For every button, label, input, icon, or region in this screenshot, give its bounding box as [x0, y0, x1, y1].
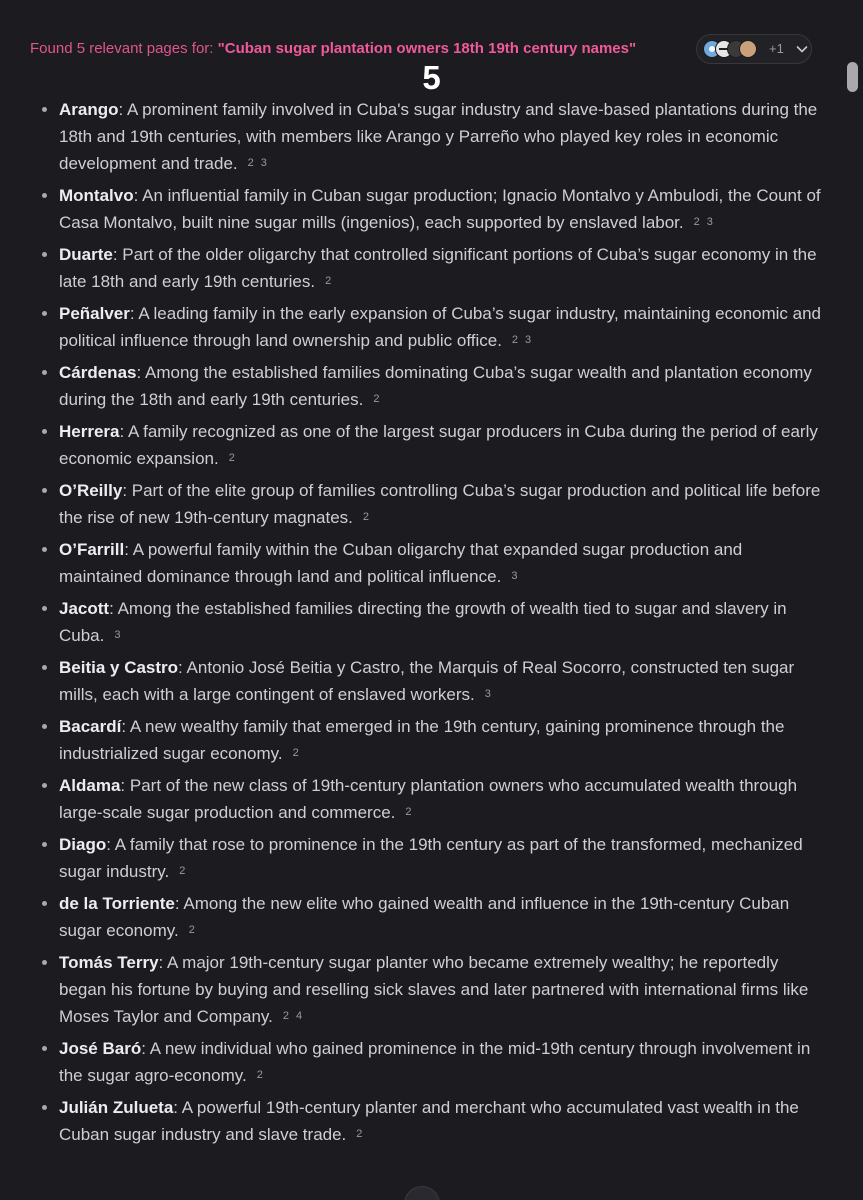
family-description: : Among the established families directing the growth of wealth tied to sugar and slavery in Cuba. — [59, 599, 787, 645]
bullet-icon — [42, 547, 47, 552]
list-item — [34, 359, 824, 413]
search-query: "Cuban sugar plantation owners 18th 19th century names" — [217, 40, 637, 57]
citation-link[interactable]: 2 — [325, 275, 332, 287]
family-name: Arango — [59, 100, 119, 119]
citation-link[interactable]: 2 — [373, 393, 380, 405]
citation-group — [283, 744, 299, 763]
list-item — [34, 713, 824, 767]
family-name: Cárdenas — [59, 363, 137, 382]
citation-group — [219, 449, 235, 468]
citation-link[interactable]: 4 — [296, 1010, 303, 1022]
citation-link[interactable]: 3 — [525, 334, 532, 346]
bullet-icon — [42, 1046, 47, 1051]
citation-link[interactable]: 2 — [356, 1128, 363, 1140]
citation-link[interactable]: 2 — [179, 865, 186, 877]
list-item — [34, 300, 824, 354]
family-list — [34, 96, 824, 1153]
citation-group — [346, 1125, 362, 1144]
list-item — [34, 654, 824, 708]
family-description: : Part of the older oligarchy that controlled significant portions of Cuba’s sugar economy in the late 18th and early 19th centuries. — [59, 245, 817, 291]
search-status — [30, 38, 636, 60]
family-description: : An influential family in Cuban sugar production; Ignacio Montalvo y Ambulodi, the Count of Casa Montalvo, built nine sugar mills (ingenios), each supported by enslaved labor. — [59, 186, 821, 232]
family-description: : Part of the elite group of families controlling Cuba’s sugar production and political life before the rise of new 19th-century magnates. — [59, 481, 821, 527]
list-item — [34, 1094, 824, 1148]
citation-link[interactable]: 2 — [247, 157, 254, 169]
found-label: Found 5 relevant pages for: — [30, 40, 214, 57]
list-item — [34, 772, 824, 826]
bullet-icon — [42, 724, 47, 729]
citation-link[interactable]: 2 — [693, 216, 700, 228]
family-description: : A powerful 19th-century planter and merchant who accumulated vast wealth in the Cuban sugar industry and slave trade. — [59, 1098, 799, 1144]
list-item — [34, 418, 824, 472]
bullet-icon — [42, 193, 47, 198]
citation-link[interactable]: 2 — [362, 511, 370, 523]
extra-sources-count: +1 — [769, 41, 784, 56]
citation-group — [475, 685, 491, 704]
family-description: : A family recognized as one of the largest sugar producers in Cuba during the period of early economic expansion. — [59, 422, 818, 468]
citation-link[interactable]: 3 — [260, 157, 267, 169]
bullet-icon — [42, 842, 47, 847]
bullet-icon — [42, 783, 47, 788]
citation-link[interactable]: 2 — [292, 747, 299, 759]
result-counter: 5 — [422, 59, 441, 96]
citation-link[interactable]: 2 — [228, 452, 235, 464]
family-description: : A new individual who gained prominence in the mid-19th century through involvement in the sugar agro-economy. — [59, 1039, 811, 1085]
citation-group — [169, 862, 185, 881]
citation-link[interactable]: 2 — [511, 334, 519, 346]
citation-group — [684, 213, 713, 232]
family-name: de la Torriente — [59, 894, 175, 913]
bullet-icon — [42, 370, 47, 375]
family-name: Peñalver — [59, 304, 130, 323]
family-description: : Among the new elite who gained wealth and influence in the 19th-century Cuban sugar economy. — [59, 894, 790, 940]
family-description: : Part of the new class of 19th-century plantation owners who accumulated wealth through large-scale sugar production and commerce. — [59, 776, 798, 822]
list-item — [34, 595, 824, 649]
portrait-favicon-icon — [739, 40, 757, 58]
citation-group — [247, 1066, 263, 1085]
citation-group — [238, 154, 267, 173]
family-name: Duarte — [59, 245, 113, 264]
citation-group — [315, 272, 331, 291]
list-item — [34, 1035, 824, 1089]
family-description: : A leading family in the early expansion of Cuba’s sugar industry, maintaining economic and political influence through land ownership and public office. — [59, 304, 821, 350]
family-description: : Antonio José Beitia y Castro, the Marquis of Real Socorro, constructed ten sugar mills, each with a large contingent of enslaved workers. — [59, 658, 795, 704]
citation-group — [363, 390, 379, 409]
citation-link[interactable]: 2 — [282, 1010, 289, 1022]
bullet-icon — [42, 311, 47, 316]
family-name: Beitia y Castro — [59, 658, 179, 677]
citation-group — [501, 567, 517, 586]
list-item — [34, 536, 824, 590]
citation-group — [273, 1007, 302, 1026]
citation-link[interactable]: 3 — [511, 570, 518, 582]
citation-group — [395, 803, 411, 822]
list-item — [34, 831, 824, 885]
bullet-icon — [42, 429, 47, 434]
bullet-icon — [42, 107, 47, 112]
bullet-icon — [42, 488, 47, 493]
list-item — [34, 182, 824, 236]
bullet-icon — [42, 252, 47, 257]
family-name: Jacott — [59, 599, 110, 618]
family-name: O’Reilly — [59, 481, 123, 500]
citation-link[interactable]: 3 — [484, 688, 491, 700]
list-item — [34, 477, 824, 531]
citation-link[interactable]: 3 — [706, 216, 713, 228]
family-name: Bacardí — [59, 717, 122, 736]
list-item — [34, 96, 824, 177]
family-description: : A new wealthy family that emerged in the 19th century, gaining prominence through the industrialized sugar economy. — [59, 717, 785, 763]
list-item — [34, 241, 824, 295]
list-item — [34, 949, 824, 1030]
citation-group — [353, 508, 369, 527]
bullet-icon — [42, 1105, 47, 1110]
family-name: Herrera — [59, 422, 120, 441]
chevron-down-icon — [793, 40, 811, 58]
family-name: José Baró — [59, 1039, 142, 1058]
bullet-icon — [42, 901, 47, 906]
bullet-icon — [42, 665, 47, 670]
family-description: : A prominent family involved in Cuba's sugar industry and slave-based plantations during the 18th and 19th centuries, with members like Arango y Parreño who played key roles in economic development and trade. — [59, 100, 818, 173]
family-description: : A major 19th-century sugar planter who became extremely wealthy; he reportedly began his fortune by buying and reselling sick slaves and later partnered with international firms like Moses Taylor and Company. — [59, 953, 809, 1026]
citation-link[interactable]: 2 — [256, 1069, 263, 1081]
citation-link[interactable]: 3 — [114, 629, 121, 641]
citation-group — [104, 626, 120, 645]
family-description: : Among the established families dominating Cuba’s sugar wealth and plantation economy during the 18th and early 19th centuries. — [59, 363, 812, 409]
citation-link[interactable]: 2 — [188, 924, 195, 936]
family-name: Tomás Terry — [59, 953, 159, 972]
family-name: Julián Zulueta — [59, 1098, 174, 1117]
bullet-icon — [42, 960, 47, 965]
citation-group — [502, 331, 531, 350]
family-name: Diago — [59, 835, 107, 854]
scrollbar-thumb[interactable] — [847, 62, 858, 92]
bullet-icon — [42, 606, 47, 611]
citation-group — [179, 921, 195, 940]
family-name: Montalvo — [59, 186, 134, 205]
family-description: : A powerful family within the Cuban oligarchy that expanded sugar production and maintained dominance through land and political influence. — [59, 540, 743, 586]
citation-link[interactable]: 2 — [405, 806, 412, 818]
list-item — [34, 890, 824, 944]
family-name: O’Farrill — [59, 540, 125, 559]
family-name: Aldama — [59, 776, 121, 795]
family-description: : A family that rose to prominence in the 19th century as part of the transformed, mechanized sugar industry. — [59, 835, 803, 881]
